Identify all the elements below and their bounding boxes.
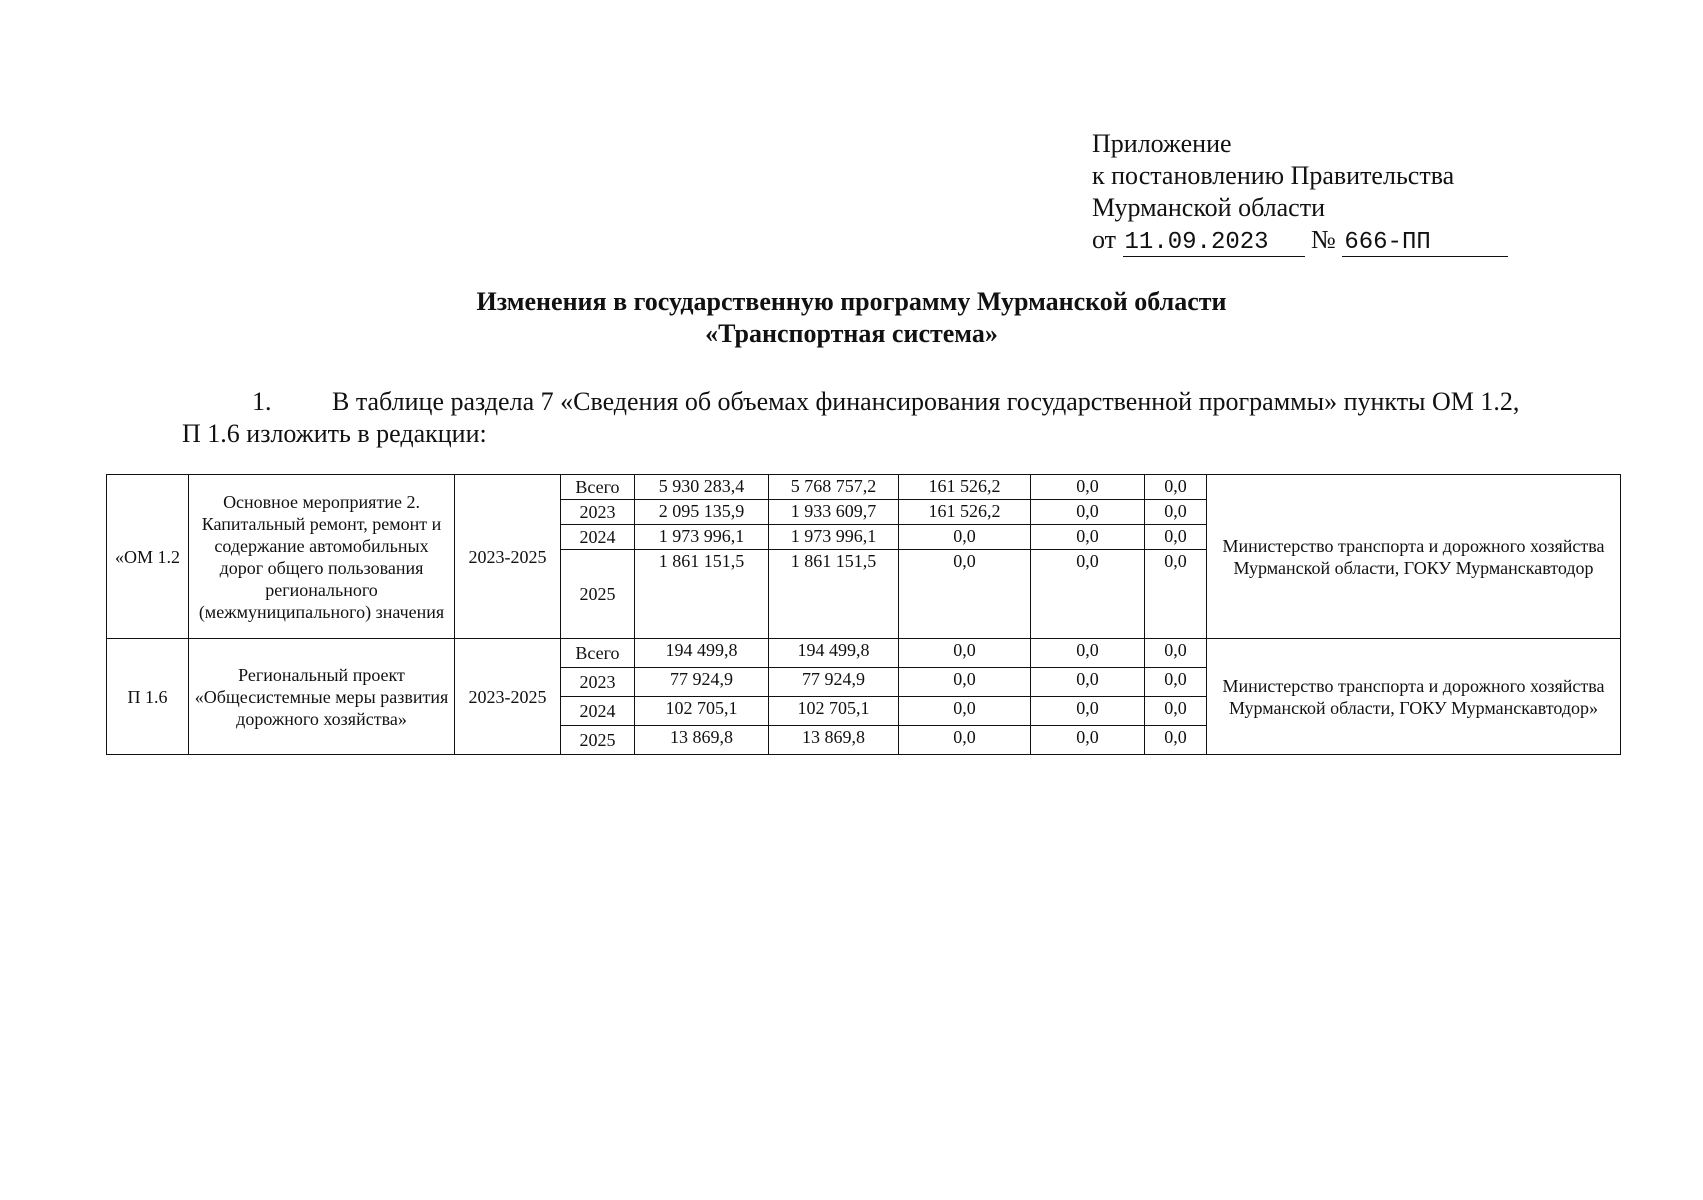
amount-cell: 0,0	[1031, 697, 1145, 726]
appendix-line-2: к постановлению Правительства	[1092, 161, 1455, 190]
total-cell: 5 930 283,4	[635, 475, 769, 500]
amount-cell: 0,0	[1031, 475, 1145, 500]
total-cell: 13 869,8	[635, 726, 769, 755]
total-cell: 194 499,8	[635, 639, 769, 668]
amount-cell: 1 933 609,7	[769, 500, 899, 525]
paragraph-1	[182, 386, 1542, 450]
row-name: Региональный проект «Общесистемные меры развития дорожного хозяйства»	[189, 639, 455, 755]
amount-cell: 0,0	[1145, 726, 1207, 755]
amount-cell: 0,0	[899, 697, 1031, 726]
amount-cell: 0,0	[1031, 668, 1145, 697]
title-line-2: «Транспортная система»	[705, 319, 998, 348]
amount-cell: 0,0	[899, 525, 1031, 550]
year-cell: 2025	[561, 726, 635, 755]
amount-cell: 5 768 757,2	[769, 475, 899, 500]
paragraph-number: 1.	[252, 387, 272, 416]
year-cell: Всего	[561, 475, 635, 500]
appendix-block	[1092, 128, 1508, 257]
amount-cell: 0,0	[1031, 726, 1145, 755]
year-cell: 2023	[561, 500, 635, 525]
row-executor: Министерство транспорта и дорожного хозяйства Мурманской области, ГОКУ Мурманскавтодор»	[1207, 639, 1621, 755]
row-name: Основное мероприятие 2. Капитальный ремонт, ремонт и содержание автомобильных дорог общего пользования регионального (межмуниципального) значения	[189, 475, 455, 639]
amount-cell: 194 499,8	[769, 639, 899, 668]
year-cell: 2024	[561, 525, 635, 550]
year-cell: Всего	[561, 639, 635, 668]
row-code: П 1.6	[107, 639, 189, 755]
amount-cell: 0,0	[899, 639, 1031, 668]
amount-cell: 0,0	[1145, 525, 1207, 550]
total-cell: 2 095 135,9	[635, 500, 769, 525]
table-row	[107, 639, 1621, 668]
appendix-date-line	[1092, 224, 1508, 257]
amount-cell: 0,0	[1031, 525, 1145, 550]
total-cell: 1 861 151,5	[635, 550, 769, 639]
amount-cell: 13 869,8	[769, 726, 899, 755]
appendix-line-3: Мурманской области	[1092, 193, 1325, 222]
amount-cell: 0,0	[899, 550, 1031, 639]
row-period: 2023-2025	[455, 475, 561, 639]
amount-cell: 161 526,2	[899, 475, 1031, 500]
title-line-1: Изменения в государственную программу Мурманской области	[476, 287, 1227, 316]
total-cell: 77 924,9	[635, 668, 769, 697]
row-period: 2023-2025	[455, 639, 561, 755]
document-title	[0, 286, 1703, 350]
table-row	[107, 475, 1621, 500]
amount-cell: 0,0	[1031, 500, 1145, 525]
amount-cell: 0,0	[899, 726, 1031, 755]
amount-cell: 0,0	[1145, 639, 1207, 668]
from-label: от	[1092, 225, 1117, 254]
total-cell: 102 705,1	[635, 697, 769, 726]
year-cell: 2025	[561, 550, 635, 639]
amount-cell: 0,0	[1145, 550, 1207, 639]
year-cell: 2024	[561, 697, 635, 726]
amount-cell: 0,0	[1145, 668, 1207, 697]
amount-cell: 77 924,9	[769, 668, 899, 697]
amount-cell: 0,0	[1145, 500, 1207, 525]
number-sign: №	[1311, 225, 1336, 254]
amount-cell: 0,0	[899, 668, 1031, 697]
total-cell: 1 973 996,1	[635, 525, 769, 550]
financing-table	[106, 474, 1621, 755]
amount-cell: 102 705,1	[769, 697, 899, 726]
amount-cell: 1 861 151,5	[769, 550, 899, 639]
document-number: 666-ПП	[1342, 230, 1508, 257]
amount-cell: 0,0	[1145, 697, 1207, 726]
amount-cell: 0,0	[1031, 639, 1145, 668]
amount-cell: 161 526,2	[899, 500, 1031, 525]
year-cell: 2023	[561, 668, 635, 697]
row-executor: Министерство транспорта и дорожного хозяйства Мурманской области, ГОКУ Мурманскавтодор	[1207, 475, 1621, 639]
appendix-line-1: Приложение	[1092, 129, 1232, 158]
row-code: «ОМ 1.2	[107, 475, 189, 639]
document-date: 11.09.2023	[1123, 230, 1305, 257]
amount-cell: 1 973 996,1	[769, 525, 899, 550]
paragraph-text: В таблице раздела 7 «Сведения об объемах финансирования государственной программы» пункты ОМ 1.2, П 1.6 изложить в редакции:	[182, 387, 1520, 448]
amount-cell: 0,0	[1031, 550, 1145, 639]
amount-cell: 0,0	[1145, 475, 1207, 500]
